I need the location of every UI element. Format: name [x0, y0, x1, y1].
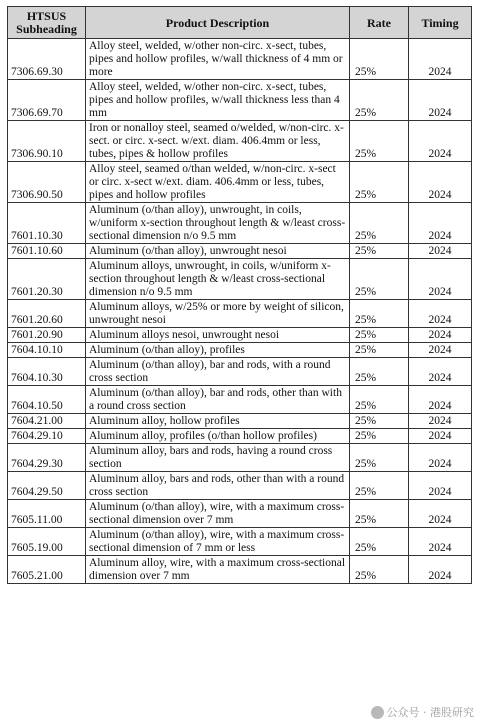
code-cell: 7604.10.30 — [8, 358, 86, 386]
table-row — [8, 328, 472, 343]
timing-cell: 2024 — [409, 358, 472, 386]
code-cell: 7306.90.50 — [8, 162, 86, 203]
code-cell: 7604.29.10 — [8, 429, 86, 444]
rate-cell: 25% — [350, 259, 409, 300]
header-htsus: HTSUS — [26, 9, 67, 23]
timing-cell: 2024 — [409, 39, 472, 80]
code-cell: 7604.10.50 — [8, 386, 86, 414]
rate-cell: 25% — [350, 121, 409, 162]
timing-cell: 2024 — [409, 259, 472, 300]
header-timing: Timing — [409, 7, 472, 39]
description-cell: Alloy steel, welded, w/other non-circ. x-sect, tubes, pipes and hollow profiles, w/wall thickness less than 4 mm — [86, 80, 350, 121]
code-cell: 7306.69.70 — [8, 80, 86, 121]
description-cell: Aluminum alloys, w/25% or more by weight of silicon, unwrought nesoi — [86, 300, 350, 328]
timing-cell: 2024 — [409, 300, 472, 328]
description-cell: Aluminum (o/than alloy), wire, with a maximum cross-sectional dimension over 7 mm — [86, 500, 350, 528]
table-row — [8, 444, 472, 472]
description-cell: Aluminum (o/than alloy), bar and rods, with a round cross section — [86, 358, 350, 386]
timing-cell: 2024 — [409, 444, 472, 472]
description-cell: Aluminum (o/than alloy), unwrought nesoi — [86, 244, 350, 259]
rate-cell: 25% — [350, 328, 409, 343]
code-cell: 7604.10.10 — [8, 343, 86, 358]
description-cell: Aluminum alloy, bars and rods, having a round cross section — [86, 444, 350, 472]
description-cell: Alloy steel, welded, w/other non-circ. x-sect, tubes, pipes and hollow profiles, w/wall thickness of 4 mm or more — [86, 39, 350, 80]
table-row — [8, 259, 472, 300]
rate-cell: 25% — [350, 528, 409, 556]
code-cell: 7601.10.60 — [8, 244, 86, 259]
timing-cell: 2024 — [409, 203, 472, 244]
code-cell: 7601.20.30 — [8, 259, 86, 300]
timing-cell: 2024 — [409, 500, 472, 528]
code-cell: 7604.29.50 — [8, 472, 86, 500]
rate-cell: 25% — [350, 80, 409, 121]
rate-cell: 25% — [350, 39, 409, 80]
code-cell: 7604.21.00 — [8, 414, 86, 429]
rate-cell: 25% — [350, 162, 409, 203]
code-cell: 7605.11.00 — [8, 500, 86, 528]
timing-cell: 2024 — [409, 472, 472, 500]
table-row — [8, 244, 472, 259]
description-cell: Aluminum (o/than alloy), bar and rods, other than with a round cross section — [86, 386, 350, 414]
table-row — [8, 300, 472, 328]
code-cell: 7306.69.30 — [8, 39, 86, 80]
timing-cell: 2024 — [409, 414, 472, 429]
table-body — [8, 39, 472, 584]
rate-cell: 25% — [350, 203, 409, 244]
header-subheading: Subheading — [16, 22, 77, 36]
table-row — [8, 162, 472, 203]
table-row — [8, 343, 472, 358]
table-row — [8, 472, 472, 500]
table-header — [8, 7, 472, 39]
watermark — [371, 704, 475, 720]
table-row — [8, 429, 472, 444]
header-row — [8, 7, 472, 39]
timing-cell: 2024 — [409, 162, 472, 203]
timing-cell: 2024 — [409, 80, 472, 121]
table-row — [8, 121, 472, 162]
table-row — [8, 386, 472, 414]
code-cell: 7604.29.30 — [8, 444, 86, 472]
description-cell: Aluminum (o/than alloy), profiles — [86, 343, 350, 358]
timing-cell: 2024 — [409, 244, 472, 259]
timing-cell: 2024 — [409, 328, 472, 343]
description-cell: Aluminum (o/than alloy), unwrought, in coils, w/uniform x-section throughout length & w/least cross-sectional dimension n/o 9.5 mm — [86, 203, 350, 244]
table-row — [8, 203, 472, 244]
description-cell: Aluminum alloys nesoi, unwrought nesoi — [86, 328, 350, 343]
rate-cell: 25% — [350, 414, 409, 429]
code-cell: 7306.90.10 — [8, 121, 86, 162]
rate-cell: 25% — [350, 556, 409, 584]
code-cell: 7605.19.00 — [8, 528, 86, 556]
timing-cell: 2024 — [409, 386, 472, 414]
timing-cell: 2024 — [409, 429, 472, 444]
rate-cell: 25% — [350, 386, 409, 414]
rate-cell: 25% — [350, 500, 409, 528]
table-row — [8, 500, 472, 528]
description-cell: Aluminum alloys, unwrought, in coils, w/uniform x-section throughout length & w/least cross-sectional dimension n/o 9.5 mm — [86, 259, 350, 300]
header-rate: Rate — [350, 7, 409, 39]
timing-cell: 2024 — [409, 121, 472, 162]
header-htsus-subheading — [8, 7, 86, 39]
code-cell: 7601.10.30 — [8, 203, 86, 244]
table-row — [8, 80, 472, 121]
timing-cell: 2024 — [409, 528, 472, 556]
table-row — [8, 528, 472, 556]
rate-cell: 25% — [350, 358, 409, 386]
rate-cell: 25% — [350, 343, 409, 358]
rate-cell: 25% — [350, 300, 409, 328]
description-cell: Aluminum alloy, profiles (o/than hollow profiles) — [86, 429, 350, 444]
rate-cell: 25% — [350, 429, 409, 444]
description-cell: Aluminum alloy, hollow profiles — [86, 414, 350, 429]
table-row — [8, 358, 472, 386]
timing-cell: 2024 — [409, 343, 472, 358]
rate-cell: 25% — [350, 444, 409, 472]
watermark-text: 公众号 · 港股研究 — [386, 706, 474, 719]
description-cell: Aluminum (o/than alloy), wire, with a maximum cross-sectional dimension of 7 mm or less — [86, 528, 350, 556]
table-row — [8, 39, 472, 80]
description-cell: Aluminum alloy, bars and rods, other than with a round cross section — [86, 472, 350, 500]
description-cell: Alloy steel, seamed o/than welded, w/non-circ. x-sect or circ. x-sect w/ext. diam. 406.4mm or less, tubes, pipes and hollow profiles — [86, 162, 350, 203]
table-row — [8, 556, 472, 584]
code-cell: 7601.20.60 — [8, 300, 86, 328]
header-product-description: Product Description — [86, 7, 350, 39]
description-cell: Iron or nonalloy steel, seamed o/welded, w/non-circ. x-sect. or circ. x-sect. w/ext. diam. 406.4mm or less, tubes, pipes & hollow profiles — [86, 121, 350, 162]
code-cell: 7605.21.00 — [8, 556, 86, 584]
table-row — [8, 414, 472, 429]
description-cell: Aluminum alloy, wire, with a maximum cross-sectional dimension over 7 mm — [86, 556, 350, 584]
code-cell: 7601.20.90 — [8, 328, 86, 343]
rate-cell: 25% — [350, 472, 409, 500]
timing-cell: 2024 — [409, 556, 472, 584]
tariff-table — [7, 6, 472, 584]
wechat-icon — [371, 706, 384, 719]
rate-cell: 25% — [350, 244, 409, 259]
